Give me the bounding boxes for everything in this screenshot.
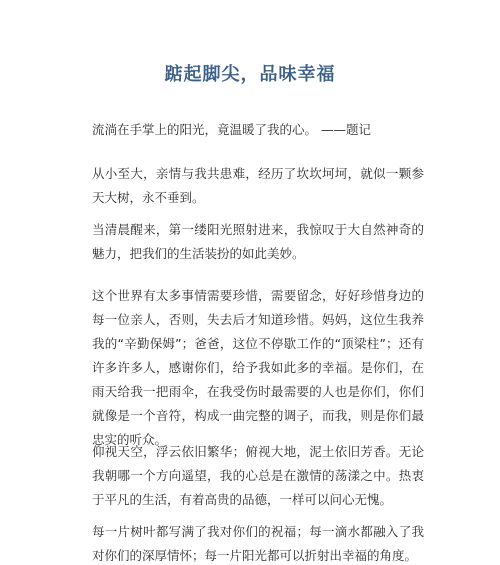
article-paragraph: 仰视天空，浮云依旧繁华；俯视大地，泥土依旧芳香。无论我朝哪一个方向遥望，我的心总是在激情的荡漾之中。热衷于平凡的生活，有着高贵的品德，一样可以问心无愧。 <box>92 444 424 507</box>
article-paragraph: 当清晨醒来，第一缕阳光照射进来，我惊叹于大自然神奇的魅力，把我们的生活装扮的如此美妙。 <box>92 222 424 261</box>
article-title: 踮起脚尖，品味幸福 <box>164 64 336 85</box>
article-paragraph: 这个世界有太多事情需要珍惜，需要留念，好好珍惜身边的每一位亲人，否则，失去后才知道珍惜。妈妈，这位生我养我的“辛勤保姆”；爸爸，这位不停歇工作的“顶梁柱”；还有许多许多人，感谢你们，给予我如此多的幸福。是你们，在雨天给我一把雨伞，在我受伤时最需要的人也是你们，你们就像是一个音符，构成一曲完整的调子，而我，则是你们最忠实的听众。 <box>92 288 424 447</box>
article-epigraph: 流淌在手掌上的阳光，竟温暖了我的心。 ——题记 <box>92 122 371 137</box>
article-paragraph: 每一片树叶都写满了我对你们的祝福；每一滴水都融入了我对你们的深厚情怀；每一片阳光都可以折射出幸福的角度。 <box>92 524 424 563</box>
article-paragraph: 从小至大，亲情与我共患难，经历了坎坎坷坷，就似一颗参天大树，永不垂到。 <box>92 166 424 205</box>
